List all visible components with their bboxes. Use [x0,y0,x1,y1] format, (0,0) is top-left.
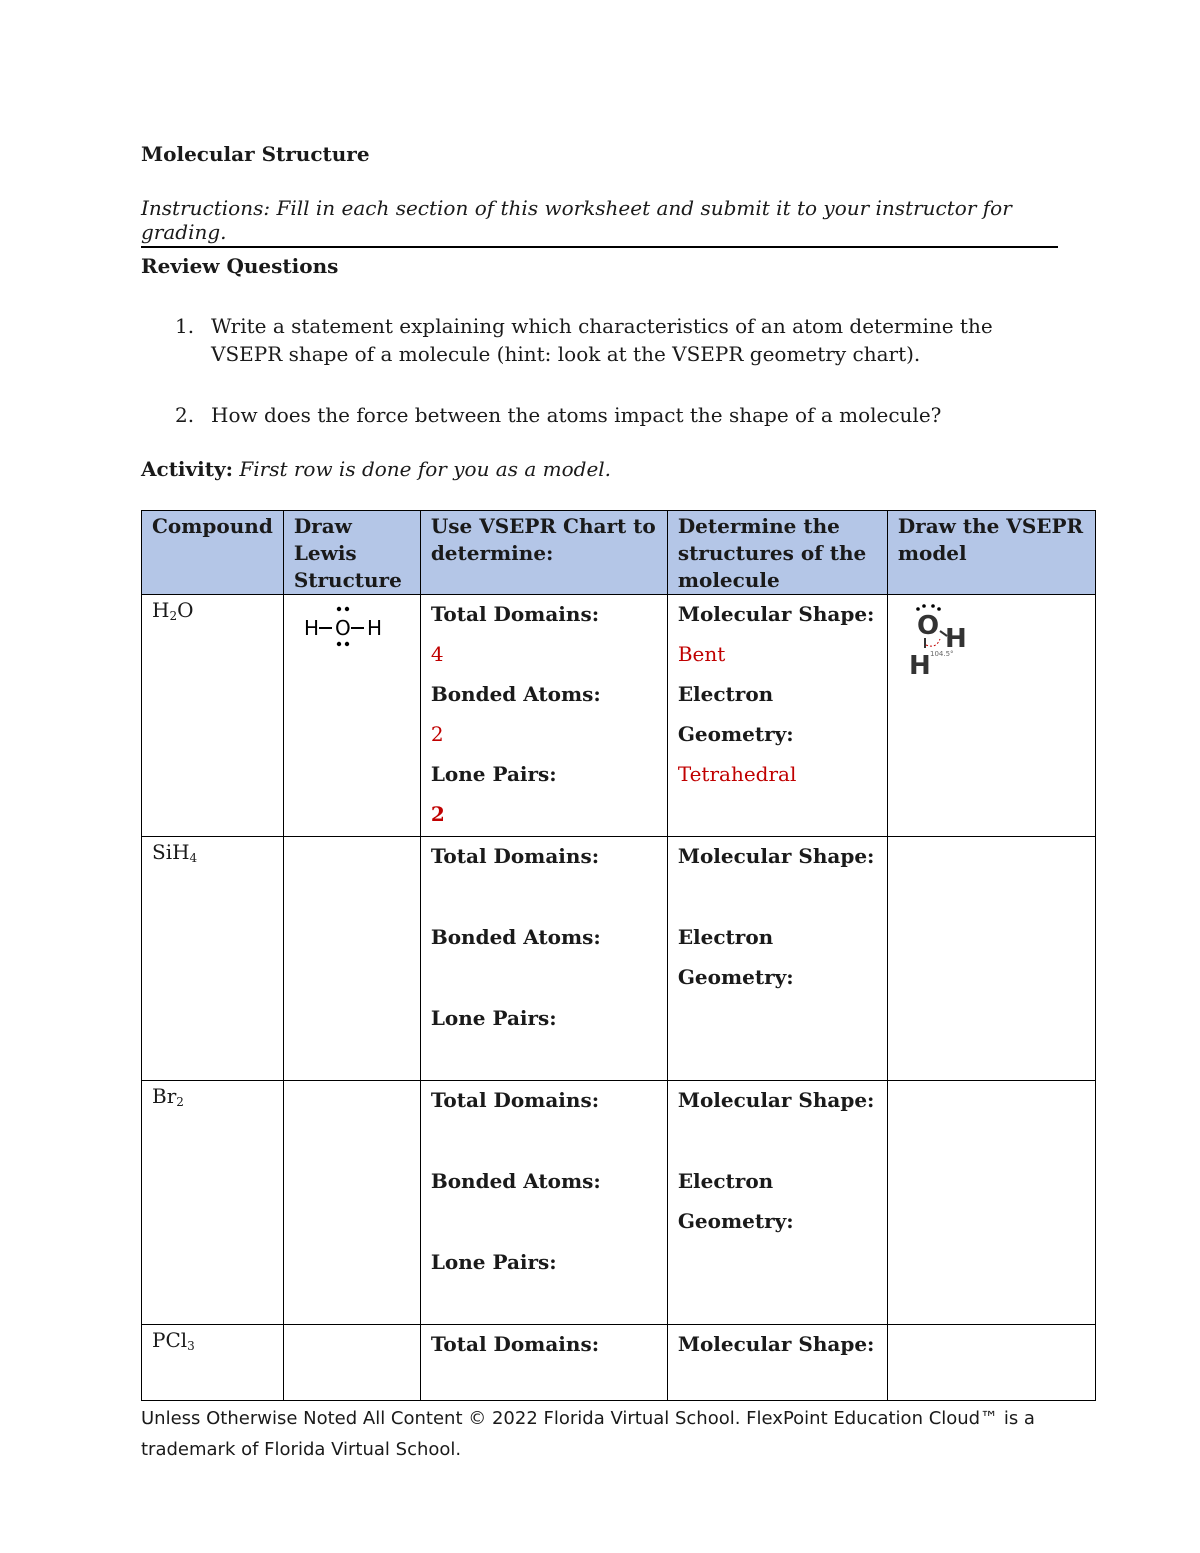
lone-pair-dot [345,607,349,611]
header-compound: Compound [142,511,284,595]
activity-label: Activity: [141,457,233,481]
total-domains-label: Total Domains: [430,844,600,868]
table-row [142,1325,1096,1401]
instructions: Instructions: Fill in each section of this worksheet and submit it to your instructor for grading. [141,196,1058,248]
total-domains-label: Total Domains: [430,1088,600,1112]
worksheet-table [141,510,1096,1401]
bonded-atoms-label: Bonded Atoms: [430,1169,601,1193]
question-number: 2. [175,403,195,427]
question-text: Write a statement explaining which characteristics of an atom determine the VSEPR shape of a molecule (hint: look at the VSEPR geometry chart). [211,314,993,366]
compound-cell: $H_2O$ [142,595,284,837]
question-2 [175,401,1031,429]
vsepr-h-right: H [944,624,967,654]
molecular-shape-value: Bent [677,642,726,666]
total-domains-label: Total Domains: [430,1332,600,1356]
lewis-h-right: H [366,616,382,640]
geometry-label: Geometry: [677,1209,794,1233]
vsepr-model-cell[interactable] [887,1325,1095,1401]
lewis-h-left: H [303,616,319,640]
lewis-cell [283,595,420,837]
geometry-label: Geometry: [677,965,794,989]
vsepr-model-h2o [906,601,1006,691]
lone-pair-dot [931,604,935,608]
header-lewis: Draw Lewis Structure [283,511,420,595]
lone-pairs-label: Lone Pairs: [430,1250,557,1274]
vsepr-chart-cell[interactable] [420,837,667,1081]
lone-pairs-value: 2 [430,802,445,826]
lewis-cell[interactable] [283,1325,420,1401]
molecular-shape-label: Molecular Shape: [677,844,875,868]
electron-label: Electron [677,1169,774,1193]
geometry-label: Geometry: [677,722,794,746]
total-domains-value: 4 [430,642,444,666]
header-vsepr-model: Draw the VSEPR model [887,511,1095,595]
structures-cell[interactable] [667,837,887,1081]
molecular-shape-label: Molecular Shape: [677,1332,875,1356]
header-structures: Determine the structures of the molecule [667,511,887,595]
vsepr-o: O [916,611,939,641]
page-title: Molecular Structure [141,142,370,166]
lewis-cell[interactable] [283,837,420,1081]
bonded-atoms-label: Bonded Atoms: [430,682,601,706]
molecular-shape-label: Molecular Shape: [677,1088,875,1112]
compound-cell: SiH$_4$ [142,837,284,1081]
table-row [142,1081,1096,1325]
molecular-shape-label: Molecular Shape: [677,602,875,626]
activity-text: First row is done for you as a model. [239,457,612,481]
vsepr-model-cell[interactable] [887,1081,1095,1325]
header-vsepr-chart: Use VSEPR Chart to determine: [420,511,667,595]
lewis-o-center: O [334,616,351,640]
bonded-atoms-value: 2 [430,722,444,746]
lone-pair-dot [337,607,341,611]
footer-copyright: Unless Otherwise Noted All Content © 2022 Florida Virtual School. FlexPoint Education Cloud™ is a trademark of Florida Virtual School. [141,1408,1035,1460]
electron-geometry-value: Tetrahedral [677,762,797,786]
lone-pair-dot [922,604,926,608]
lewis-structure-h2o [284,595,404,655]
structures-cell [667,595,887,837]
activity-line [141,457,611,481]
compound-cell: $Br_2$ [142,1081,284,1325]
vsepr-chart-cell[interactable] [420,1081,667,1325]
review-heading: Review Questions [141,254,339,278]
vsepr-chart-cell[interactable] [420,1325,667,1401]
lone-pair-dot [345,642,349,646]
electron-label: Electron [677,925,774,949]
lone-pairs-label: Lone Pairs: [430,762,557,786]
structures-cell[interactable] [667,1081,887,1325]
lone-pairs-label: Lone Pairs: [430,1006,557,1030]
question-1 [175,312,1031,368]
bond-angle-label: 104.5° [929,650,954,658]
vsepr-model-cell [887,595,1095,837]
bonded-atoms-label: Bonded Atoms: [430,925,601,949]
lewis-cell[interactable] [283,1081,420,1325]
lone-pair-dot [337,642,341,646]
vsepr-chart-cell [420,595,667,837]
total-domains-label: Total Domains: [430,602,600,626]
electron-label: Electron [677,682,774,706]
compound-cell: PCl$_3$ [142,1325,284,1401]
structures-cell[interactable] [667,1325,887,1401]
table-row [142,837,1096,1081]
vsepr-h-bottom: H [908,651,931,681]
vsepr-model-cell[interactable] [887,837,1095,1081]
table-header-row [142,511,1096,595]
table-row [142,595,1096,837]
question-number: 1. [175,314,195,338]
question-text: How does the force between the atoms impact the shape of a molecule? [211,403,942,427]
